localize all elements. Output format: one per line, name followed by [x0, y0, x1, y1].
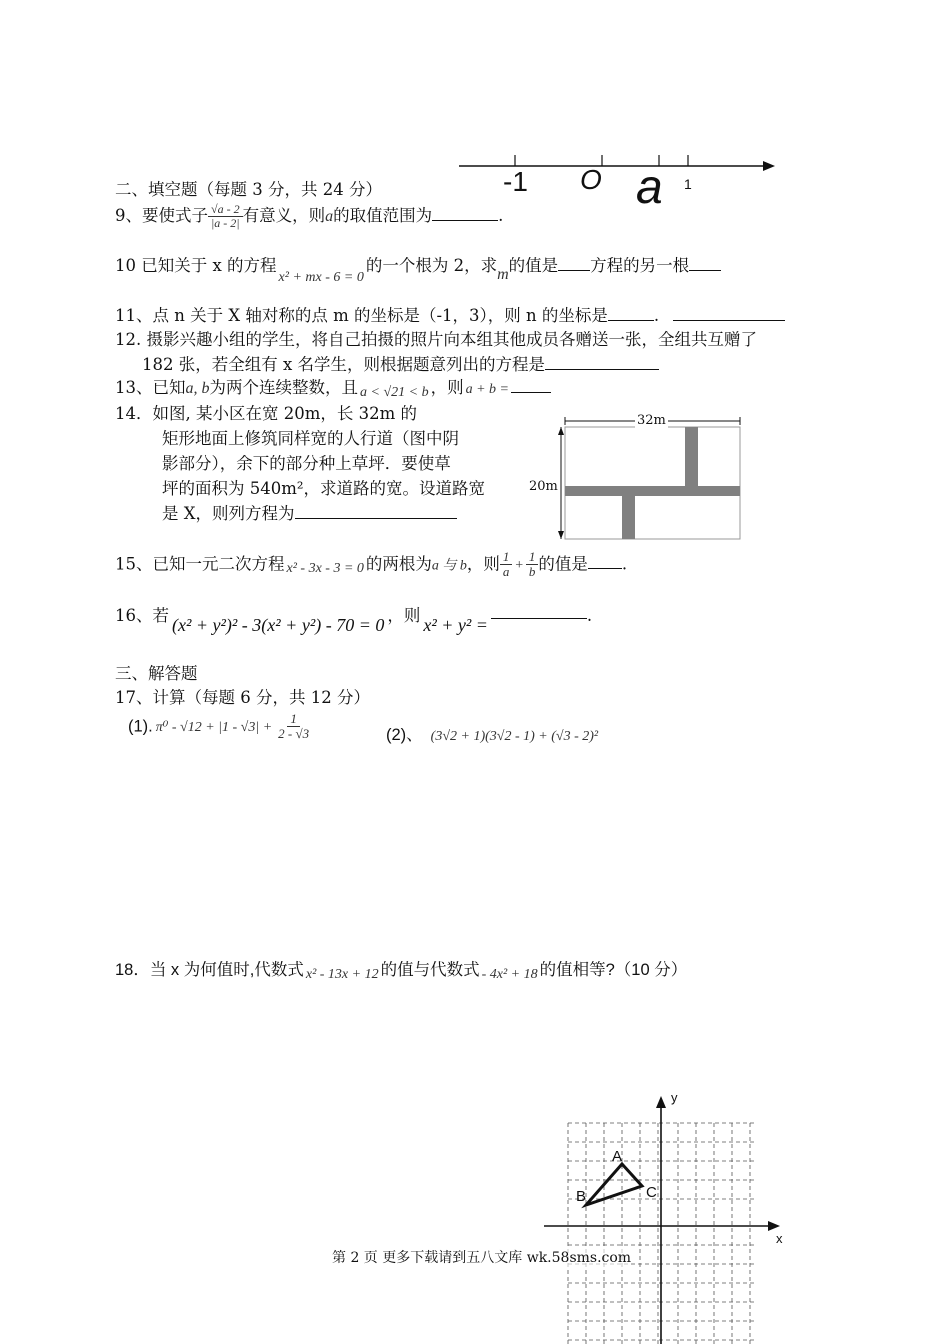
q10-suffix: 的值是	[508, 256, 559, 275]
q17-p2-expr: (3√2 + 1)(3√2 - 1) + (√3 - 2)²	[430, 729, 599, 744]
q17-p1-frac-den: 2 - √3	[278, 726, 310, 742]
q9-frac-num: √a - 2	[208, 203, 243, 217]
q9-end: .	[498, 206, 504, 225]
q10-answer-blank-1[interactable]	[558, 254, 590, 272]
q13-middle: 为两个连续整数，且	[209, 378, 358, 397]
q9-fraction	[208, 203, 243, 230]
q15-frac1-num: 1	[500, 550, 513, 565]
q16-answer-blank[interactable]	[491, 602, 587, 620]
q11-answer-blank[interactable]	[608, 304, 654, 322]
q10-middle: 的一个根为 2，求	[365, 256, 498, 275]
q13-ineq: a < √21 < b	[360, 385, 429, 400]
q15-plus: +	[514, 558, 524, 574]
number-line-label-neg1: -1	[503, 166, 528, 197]
q11-extra-blank[interactable]	[673, 304, 785, 322]
q15-middle: 的两根为	[365, 554, 432, 574]
q16-expr: x² + y² =	[423, 615, 488, 635]
q14-road-vertical-bottom	[622, 486, 635, 539]
q13-prefix: 13、已知	[115, 378, 186, 397]
q11-end: .	[653, 306, 660, 325]
q14-road-vertical-top	[685, 427, 698, 496]
q17-title: 17、计算（每题 6 分，共 12 分）	[115, 688, 370, 707]
q9-prefix: 9、要使式子	[115, 206, 208, 225]
q18-middle: 的值与代数式	[380, 961, 480, 979]
q13-middle2: ，则	[430, 378, 464, 397]
q17-p1-frac-num: 1	[287, 712, 300, 727]
q15-middle2: ，则	[466, 554, 500, 574]
q15-frac2-num: 1	[526, 550, 539, 565]
q14-line4: 坪的面积为 540m²，求道路的宽。设道路宽	[162, 479, 485, 498]
y-axis-arrow	[656, 1096, 666, 1108]
q15-roots: a 与 b	[431, 558, 467, 574]
q10-var: m	[497, 266, 509, 283]
q18-expr1: x² - 13x + 12	[305, 967, 379, 982]
q14-width-label: 20m	[529, 479, 558, 494]
q9-frac-den: |a - 2|	[211, 216, 240, 230]
number-line-label-1: 1	[684, 176, 692, 192]
section2-title: 二、填空题（每题 3 分，共 24 分）	[115, 180, 382, 199]
q13-expr: a + b =	[465, 382, 509, 397]
number-line-label-origin: O	[580, 164, 602, 195]
q14-line5-text: 是 X，则列方程为	[162, 504, 295, 523]
page-footer: 第 2 页 更多下载请到五八文库 wk.58sms.com	[332, 1247, 631, 1267]
q10-answer-blank-2[interactable]	[689, 254, 721, 272]
q10	[115, 252, 721, 285]
q16-equation: (x² + y²)² - 3(x² + y²) - 70 = 0	[172, 615, 385, 635]
q14-line1: 14．如图, 某小区在宽 20m，长 32m 的	[115, 404, 418, 423]
q14-road-horizontal	[565, 486, 740, 496]
q12-line2-text: 182 张，若全组有 x 名学生，则根据题意列出的方程是	[142, 355, 546, 374]
q9-suffix: 的取值范围为	[333, 206, 433, 225]
q12-line2	[142, 351, 659, 375]
q18-expr2: - 4x² + 18	[481, 967, 538, 982]
q15	[115, 550, 627, 580]
q13	[115, 374, 551, 398]
q12-answer-blank[interactable]	[545, 353, 659, 371]
q17-part1	[128, 712, 312, 742]
q17-p1-expr: π⁰ - √12 + |1 - √3| +	[155, 720, 273, 736]
q15-answer-blank[interactable]	[588, 552, 622, 570]
q9-var: a	[325, 208, 334, 225]
q10-suffix2: 方程的另一根	[590, 256, 690, 275]
q10-equation: x² + mx - 6 = 0	[278, 270, 364, 285]
q18	[115, 956, 687, 980]
q9-answer-blank[interactable]	[432, 204, 498, 222]
q15-frac1-den: a	[502, 564, 510, 580]
q17-part2	[386, 721, 598, 745]
q15-frac-2	[526, 550, 539, 580]
q17-p1-label: (1).	[128, 717, 153, 736]
q12-line1: 12. 摄影兴趣小组的学生，将自己拍摄的照片向本组其他成员各赠送一张，全组共互赠了	[115, 330, 757, 349]
q15-suffix: 的值是	[538, 554, 588, 574]
q15-prefix: 15、已知一元二次方程	[115, 554, 285, 574]
q14-length-label: 32m	[637, 413, 666, 428]
q16-end: .	[586, 606, 593, 625]
q11	[115, 302, 785, 326]
q17-p1-fraction	[275, 712, 312, 742]
q10-prefix: 10 已知关于 x 的方程	[115, 256, 277, 275]
grid-y-label: y	[671, 1090, 678, 1105]
q16-comma: ，则	[387, 606, 421, 625]
q15-equation: x² - 3x - 3 = 0	[286, 561, 364, 577]
coordinate-grid-figure	[540, 1088, 790, 1344]
section3-title: 三、解答题	[115, 664, 198, 683]
q15-frac2-den: b	[528, 564, 536, 580]
q14-line5	[162, 500, 457, 524]
q13-answer-blank[interactable]	[511, 376, 551, 394]
point-b-label: B	[576, 1188, 587, 1205]
q15-frac-1	[500, 550, 513, 580]
q15-end: .	[621, 554, 628, 574]
q17-p2-label: (2)、	[386, 726, 423, 744]
q14-answer-blank[interactable]	[295, 502, 457, 520]
q16	[115, 602, 593, 635]
q11-text: 11、点 n 关于 X 轴对称的点 m 的坐标是（-1，3），则 n 的坐标是	[115, 306, 608, 325]
q14-line3: 影部分），余下的部分种上草坪．要使草	[162, 454, 451, 473]
q18-suffix: 的值相等?（10 分）	[539, 961, 688, 979]
q14-rectangle-figure	[525, 410, 750, 545]
q14-line2: 矩形地面上修筑同样宽的人行道（图中阴	[162, 429, 459, 448]
grid-x-label: x	[776, 1231, 783, 1246]
q18-prefix: 18．当 x 为何值时,代数式	[115, 961, 304, 979]
q9-middle: 有意义，则	[242, 206, 326, 225]
point-c-label: C	[646, 1184, 657, 1201]
point-a-label: A	[612, 1148, 623, 1165]
number-line-label-a: a	[636, 161, 663, 214]
q9	[115, 202, 503, 230]
q13-vars: a, b	[185, 380, 210, 397]
x-axis-arrow	[768, 1221, 780, 1231]
q16-prefix: 16、若	[115, 606, 169, 625]
